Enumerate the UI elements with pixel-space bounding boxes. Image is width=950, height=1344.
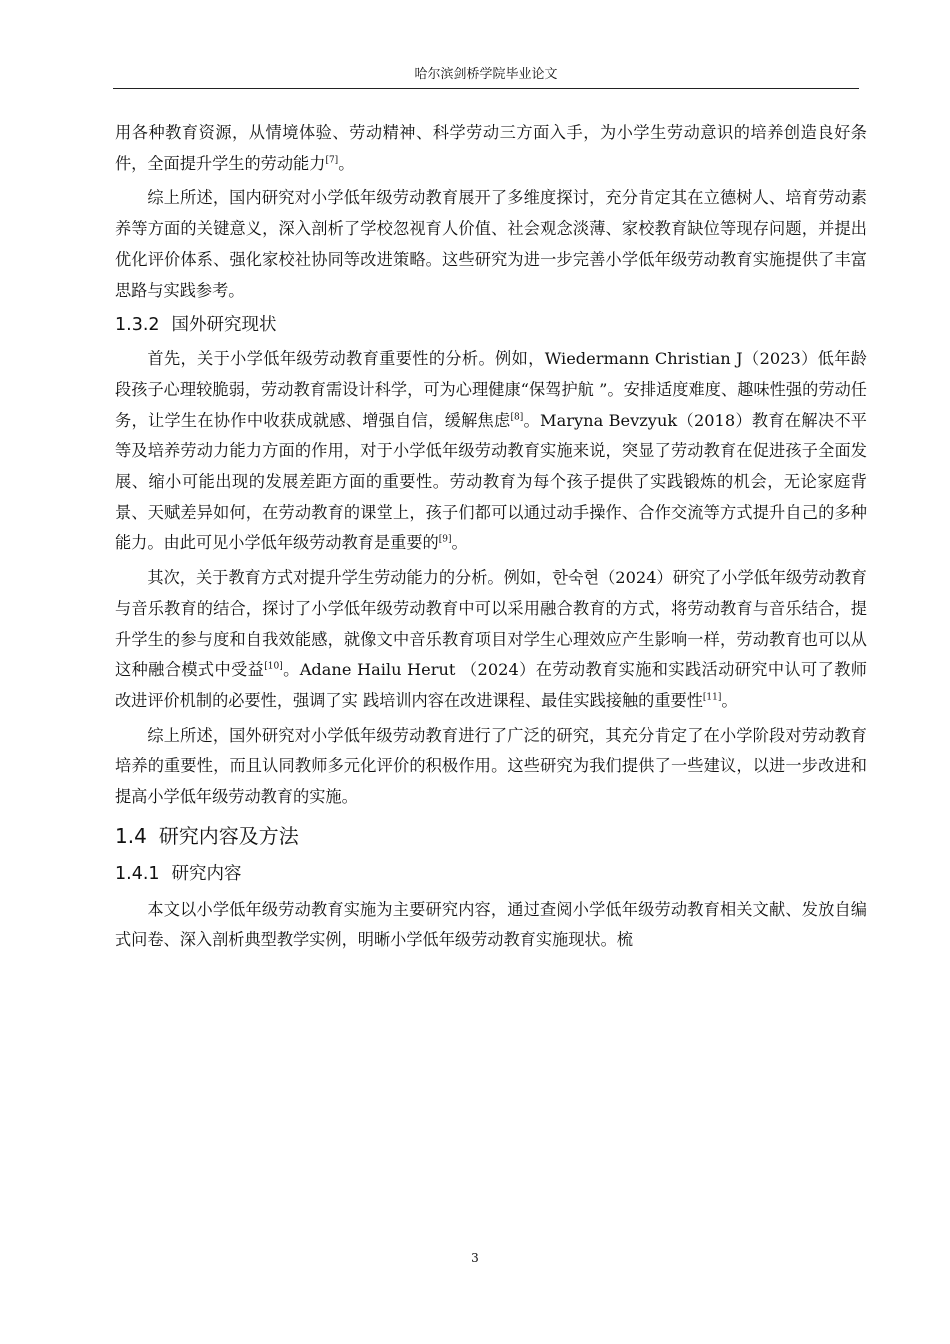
running-header — [113, 66, 859, 84]
header-title: 哈尔滨剑桥学院毕业论文 — [414, 67, 558, 82]
section-heading-1-3-2: 1.3.2 国外研究现状 — [115, 315, 277, 336]
citation-8: [8] — [510, 412, 524, 423]
paragraph-foreign-importance: 首先，关于小学低年级劳动教育重要性的分析。例如，Wiedermann Christian J（2023）低年龄段孩子心理较脆弱，劳动教育需设计科学，可为心理健康“保驾护航 ”。安排适度难度、趣味性强的劳动任务，让学生在协作中收获成就感、增强自信，缓解焦虑[8]。Maryna Bevzyuk（2018）教育在解决不平等及培养劳动力能力方面的作用，对于小学低年级劳动教育实施来说，突显了劳动教育在促进孩子全面发展、缩小可能出现的发展差距方面的重要性。劳动教育为每个孩子提供了实践锻炼的机会，无论家庭背景、天赋差异如何，在劳动教育的课堂上，孩子们都可以通过动手操作、合作交流等方式提升自己的多种能力。由此可见小学低年级劳动教育是重要的[9]。 — [115, 349, 867, 553]
citation-10: [10] — [264, 661, 283, 672]
section-heading-1-4-1: 1.4.1 研究内容 — [115, 863, 242, 884]
paragraph-continuation: 用各种教育资源，从情境体验、劳动精神、科学劳动三方面入手，为小学生劳动意识的培养创造良好条件，全面提升学生的劳动能力[7]。 — [115, 123, 867, 173]
page-number: 3 — [471, 1251, 479, 1265]
paragraph-domestic-summary: 综上所述，国内研究对小学低年级劳动教育展开了多维度探讨，充分肯定其在立德树人、培育劳动素养等方面的关键意义，深入剖析了学校忽视育人价值、社会观念淡薄、家校教育缺位等现存问题，并提出优化评价体系、强化家校社协同等改进策略。这些研究为进一步完善小学低年级劳动教育实施提供了丰富思路与实践参考。 — [115, 188, 867, 300]
paragraph-foreign-summary: 综上所述，国外研究对小学低年级劳动教育进行了广泛的研究，其充分肯定了在小学阶段对劳动教育培养的重要性，而且认同教师多元化评价的积极作用。这些研究为我们提供了一些建议，以进一步改进和提高小学低年级劳动教育的实施。 — [115, 725, 867, 807]
page-body — [115, 118, 867, 956]
citation-7: [7] — [325, 155, 339, 166]
citation-11: [11] — [702, 692, 722, 703]
header-rule — [113, 88, 859, 89]
paragraph-foreign-methods: 其次，关于教育方式对提升学生劳动能力的分析。例如，한숙현（2024）研究了小学低年级劳动教育与音乐教育的结合，探讨了小学低年级劳动教育中可以采用融合教育的方式，将劳动教育与音乐结合，提升学生的参与度和自我效能感，就像文中音乐教育项目对学生心理效应产生影响一样，劳动教育也可以从这种融合模式中受益[10]。Adane Hailu Herut （2024）在劳动教育实施和实践活动研究中认可了教师改进评价机制的必要性，强调了实 践培训内容在改进课程、最佳实践接触的重要性[11]。 — [115, 568, 867, 710]
section-heading-1-4: 1.4 研究内容及方法 — [115, 823, 299, 848]
paragraph-research-content: 本文以小学低年级劳动教育实施为主要研究内容，通过查阅小学低年级劳动教育相关文献、发放自编式问卷、深入剖析典型教学实例，明晰小学低年级劳动教育实施现状。梳 — [115, 899, 867, 950]
citation-9: [9] — [438, 535, 452, 546]
